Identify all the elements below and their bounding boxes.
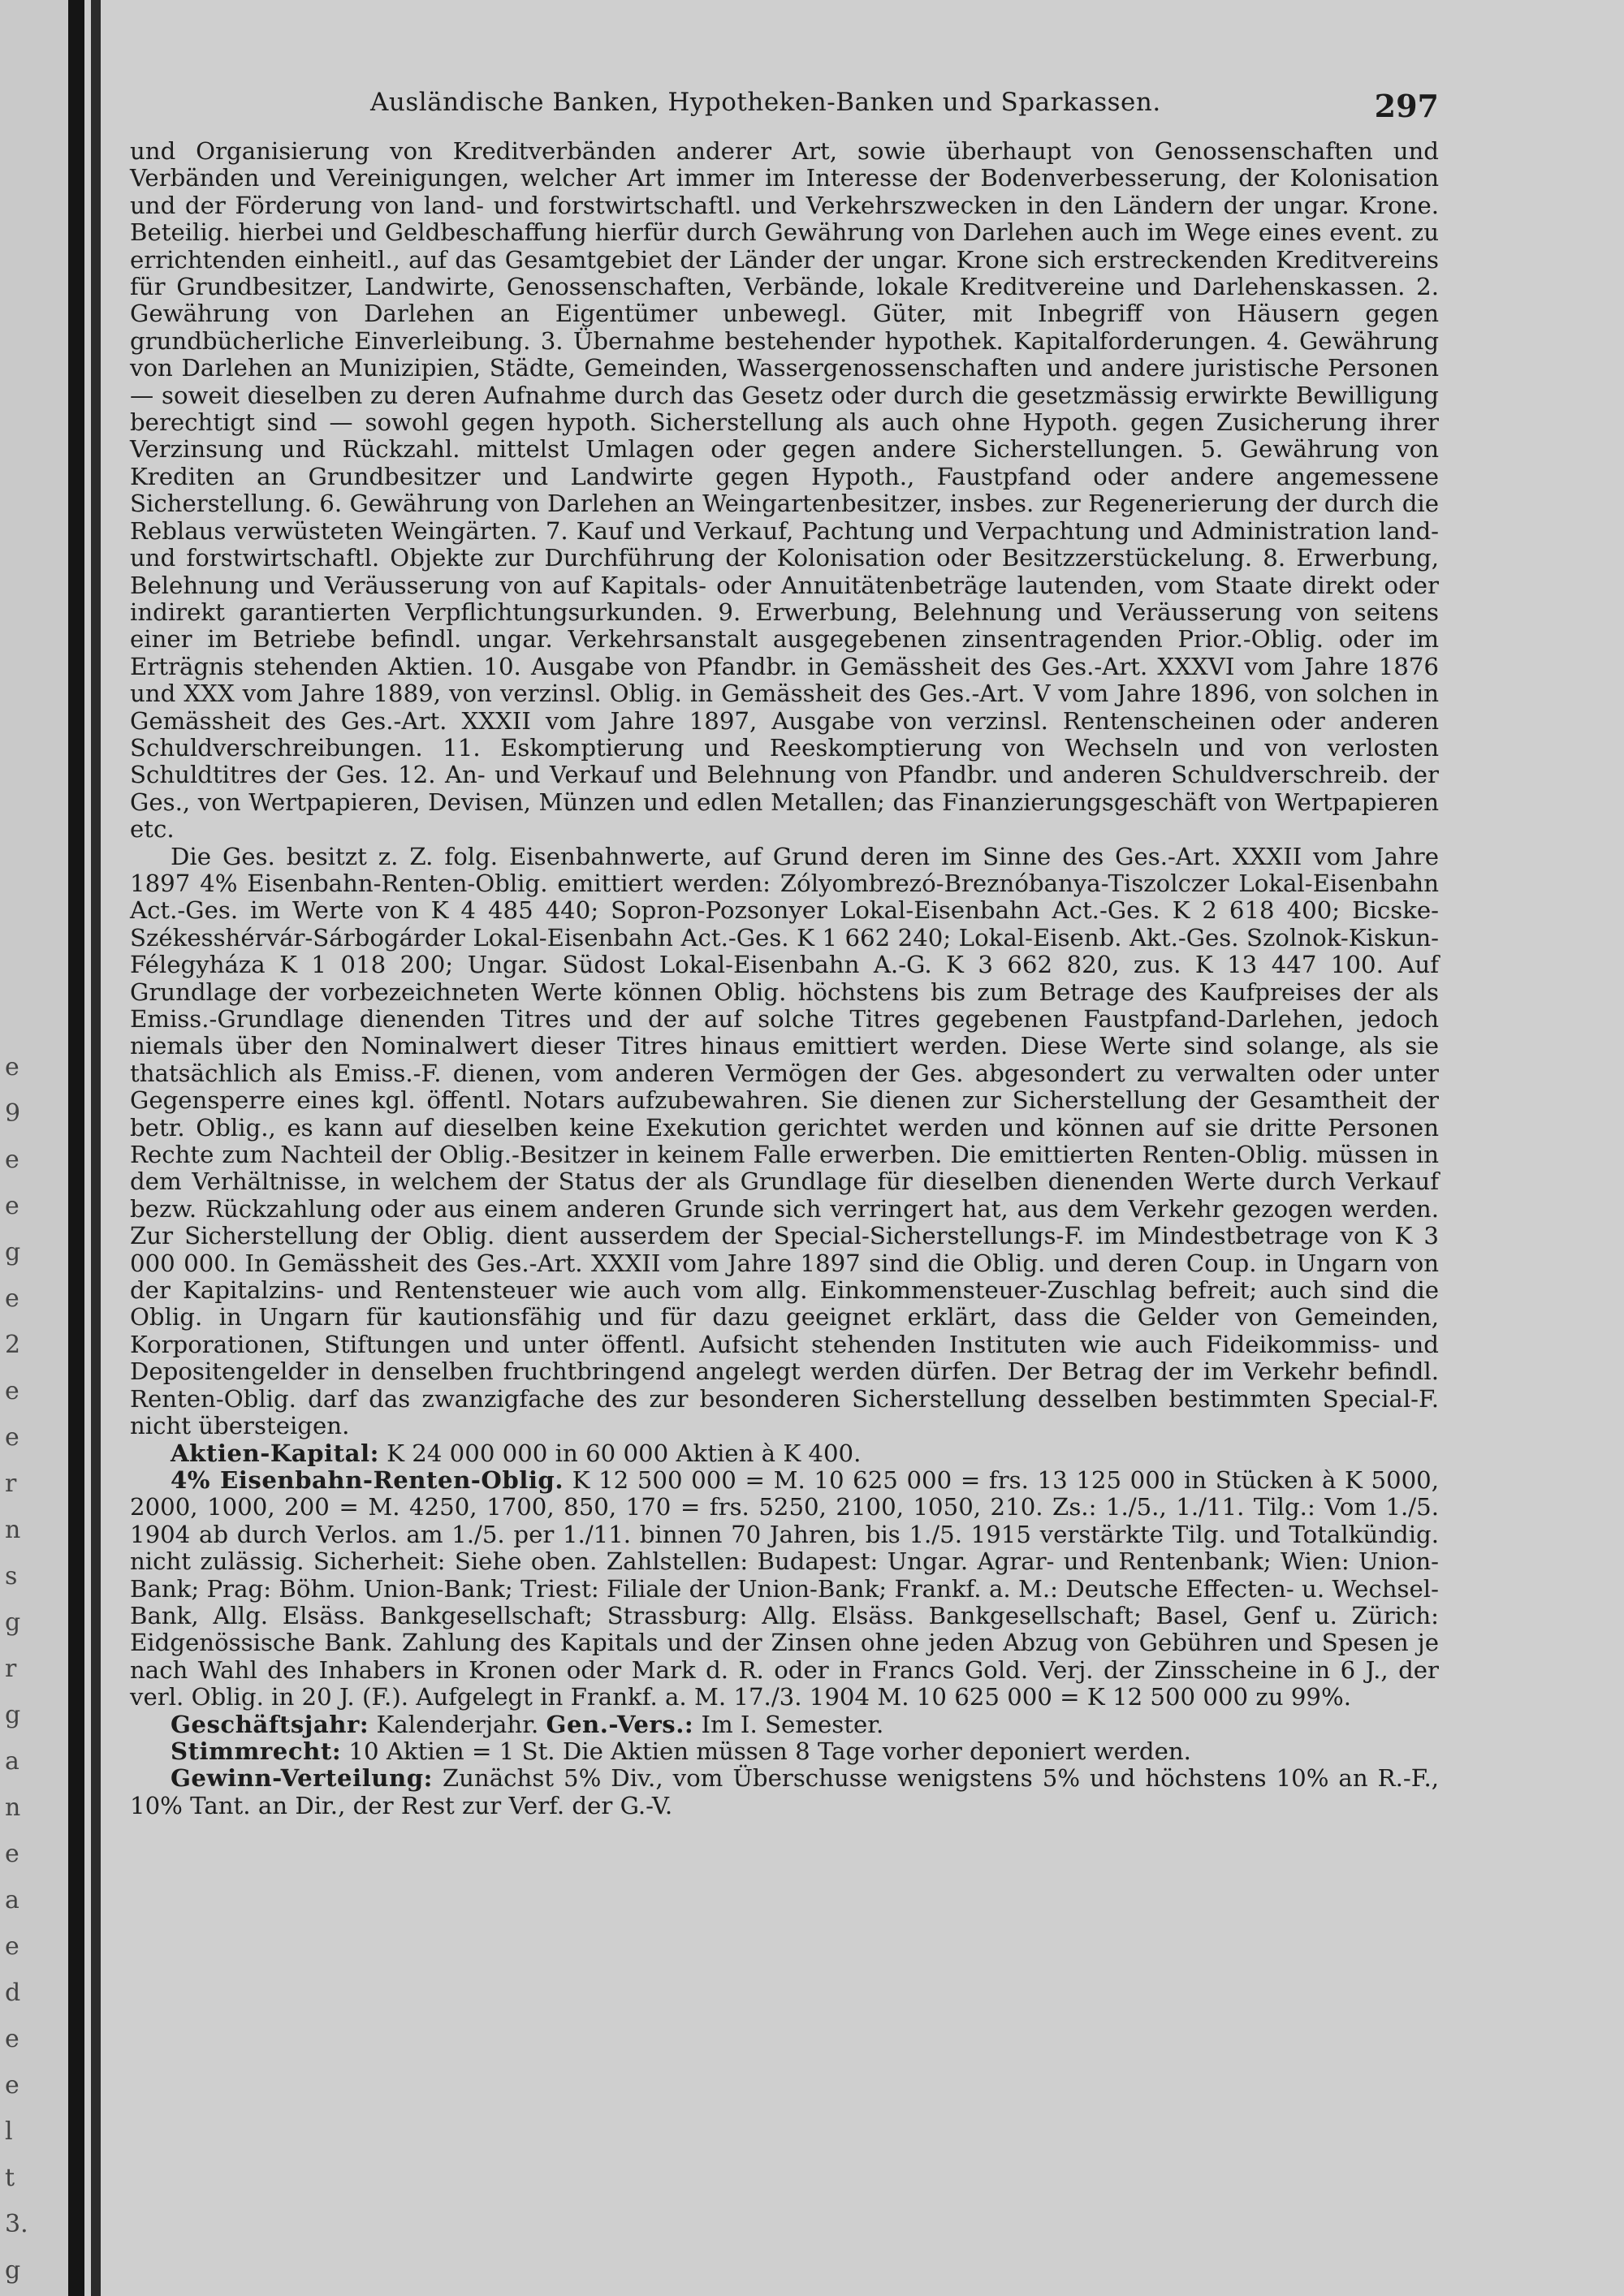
margin-fragment: e xyxy=(5,1377,19,1405)
entry-profit-distribution xyxy=(130,1765,1439,1819)
margin-fragment: t xyxy=(5,2164,15,2192)
margin-fragment: e xyxy=(5,1932,19,1961)
margin-fragment: e xyxy=(5,1840,19,1868)
body-text xyxy=(130,138,1439,1819)
margin-fragment: a xyxy=(5,1886,19,1914)
entry-text: Im I. Semester. xyxy=(701,1710,884,1738)
entry-text: K 24 000 000 in 60 000 Aktien à K 400. xyxy=(387,1439,862,1467)
entry-text: 10 Aktien = 1 St. Die Aktien müssen 8 Tage vorher deponiert werden. xyxy=(348,1737,1191,1765)
margin-fragment: e xyxy=(5,1053,19,1081)
margin-fragment: e xyxy=(5,2025,19,2053)
entry-label: Gewinn-Verteilung: xyxy=(171,1764,433,1793)
margin-fragment: g xyxy=(5,1608,21,1637)
margin-fragment: n xyxy=(5,1516,21,1544)
margin-fragment: e xyxy=(5,1423,19,1452)
entry-label: 4% Eisenbahn-Renten-Oblig. xyxy=(171,1465,564,1494)
margin-fragment: 9 xyxy=(5,1099,21,1128)
margin-fragment: e xyxy=(5,1192,19,1220)
entry-fiscal-year xyxy=(130,1711,1439,1738)
cut-off-margin-text xyxy=(5,0,28,2296)
entry-label: Aktien-Kapital: xyxy=(171,1439,379,1467)
book-page xyxy=(130,81,1439,1819)
margin-fragment: a xyxy=(5,1747,19,1776)
margin-fragment: g xyxy=(5,1701,21,1729)
entry-share-capital xyxy=(130,1440,1439,1467)
entry-voting-rights xyxy=(130,1738,1439,1765)
margin-fragment: e xyxy=(5,1284,19,1313)
binding-shadow-inner xyxy=(91,0,101,2296)
entry-label: Stimmrecht: xyxy=(171,1737,342,1765)
margin-fragment: s xyxy=(5,1562,18,1590)
margin-fragment: e xyxy=(5,2071,19,2100)
margin-fragment: 3. xyxy=(5,2210,28,2238)
margin-fragment: g xyxy=(5,2256,21,2285)
entry-label: Geschäftsjahr: xyxy=(171,1710,369,1738)
margin-fragment: n xyxy=(5,1793,21,1822)
entry-label: Gen.-Vers.: xyxy=(546,1710,694,1738)
margin-fragment: g xyxy=(5,1238,21,1267)
margin-fragment: l xyxy=(5,2117,13,2146)
page-header xyxy=(130,81,1439,138)
paragraph-business-purposes: und Organisierung von Kreditverbänden anderer Art, sowie überhaupt von Genossenschaften und Verbänden und Vereinigungen, welcher Art immer im Interesse der Bodenverbesserung, der Kolonisation und der Förderung von land- und forstwirtschaftl. und Verkehrszwecken in den Ländern der ungar. Krone. Beteilig. hierbei und Geldbeschaffung hierfür durch Gewährung von Darlehen auch im Wege eines event. zu errichtenden einheitl., auf das Gesamtgebiet der Länder der ungar. Krone sich erstreckenden Kreditvereins für Grundbesitzer, Landwirte, Genossenschaften, Verbände, lokale Kreditvereine und Darlehenskassen. 2. Gewährung von Darlehen an Eigentümer unbewegl. Güter, mit Inbegriff von Häusern gegen grundbücherliche Einverleibung. 3. Übernahme bestehender hypothek. Kapitalforderungen. 4. Gewährung von Darlehen an Munizipien, Städte, Gemeinden, Wassergenossenschaften und andere juristische Personen — soweit dieselben zu deren Aufnahme durch das Gesetz oder durch die gesetzmässig erwirkte Bewilligung berechtigt sind — sowohl gegen hypoth. Sicherstellung als auch ohne Hypoth. gegen Zusicherung ihrer Verzinsung und Rückzahl. mittelst Umlagen oder gegen andere Sicherstellungen. 5. Gewährung von Krediten an Grundbesitzer und Landwirte gegen Hypoth., Faustpfand oder andere angemessene Sicherstellung. 6. Gewährung von Darlehen an Weingartenbesitzer, insbes. zur Regenerierung der durch die Reblaus verwüsteten Weingärten. 7. Kauf und Verkauf, Pachtung und Verpachtung und Administration land- und forstwirtschaftl. Objekte zur Durchführung der Kolonisation oder Besitzzerstückelung. 8. Erwerbung, Belehnung und Veräusserung von auf Kapitals- oder Annuitätenbeträge lautenden, vom Staate direkt oder indirekt garantierten Verpflichtungsurkunden. 9. Erwerbung, Belehnung und Veräusserung von seitens einer im Betriebe befindl. ungar. Verkehrsanstalt ausgegebenen zinsentragenden Prior.-Oblig. oder im Erträgnis stehenden Aktien. 10. Ausgabe von Pfandbr. in Gemässheit des Ges.-Art. XXXVI vom Jahre 1876 und XXX vom Jahre 1889, von verzinsl. Oblig. in Gemässheit des Ges.-Art. V vom Jahre 1896, von solchen in Gemässheit des Ges.-Art. XXXII vom Jahre 1897, Ausgabe von verzinsl. Rentenscheinen oder anderen Schuldverschreibungen. 11. Eskomptierung und Reeskomptierung von Wechseln und von verlosten Schuldtitres der Ges. 12. An- und Verkauf und Belehnung von Pfandbr. und anderen Schuldverschreib. der Ges., von Wertpapieren, Devisen, Münzen und edlen Metallen; das Finanzierungsgeschäft von Wertpapieren etc. xyxy=(130,137,1439,844)
entry-text: Kalenderjahr. xyxy=(376,1710,539,1738)
margin-fragment: 2 xyxy=(5,1331,21,1359)
paragraph-railway-securities: Die Ges. besitzt z. Z. folg. Eisenbahnwerte, auf Grund deren im Sinne des Ges.-Art. XXXII vom Jahre 1897 4% Eisenbahn-Renten-Oblig. emittiert werden: Zólyombrezó-Breznóbanya-Tiszolczer Lokal-Eisenbahn Act.-Ges. im Werte von K 4 485 440; Sopron-Pozsonyer Lokal-Eisenbahn Act.-Ges. K 2 618 400; Bicske-Székesshérvár-Sárbogárder Lokal-Eisenbahn Act.-Ges. K 1 662 240; Lokal-Eisenb. Akt.-Ges. Szolnok-Kiskun-Félegyháza K 1 018 200; Ungar. Südost Lokal-Eisenbahn A.-G. K 3 662 820, zus. K 13 447 100. Auf Grundlage der vorbezeichneten Werte können Oblig. höchstens bis zum Betrage des Kaufpreises der als Emiss.-Grundlage dienenden Titres und der auf solche Titres gegebenen Faustpfand-Darlehen, jedoch niemals über den Nominalwert dieser Titres hinaus emittiert werden. Diese Werte sind solange, als sie thatsächlich als Emiss.-F. dienen, vom anderen Vermögen der Ges. abgesondert zu verwalten oder unter Gegensperre eines kgl. öffentl. Notars aufzubewahren. Sie dienen zur Sicherstellung der Gesamtheit der betr. Oblig., es kann auf dieselben keine Exekution gerichtet werden und können auf sie dritte Personen Rechte zum Nachteil der Oblig.-Besitzer in keinem Falle erwerben. Die emittierten Renten-Oblig. müssen in dem Verhältnisse, in welchem der Status der als Grundlage für dieselben dienenden Werte durch Verkauf bezw. Rückzahlung oder aus einem anderen Grunde sich verringert hat, aus dem Verkehr gezogen werden. Zur Sicherstellung der Oblig. dient ausserdem der Special-Sicherstellungs-F. im Mindestbetrage von K 3 000 000. In Gemässheit des Ges.-Art. XXXII vom Jahre 1897 sind die Oblig. und deren Coup. in Ungarn von der Kapitalzins- und Rentensteuer wie auch vom allg. Einkommensteuer-Zuschlag befreit; auch sind die Oblig. in Ungarn für kautionsfähig und für dazu geeignet erklärt, dass die Gelder von Gemeinden, Korporationen, Stiftungen und unter öffentl. Aufsicht stehenden Instituten wie auch Fideikommiss- und Depositengelder in denselben fruchtbringend angelegt werden dürfen. Der Betrag der im Verkehr befindl. Renten-Oblig. darf das zwanzigfache des zur besonderen Sicherstellung desselben bestimmten Special-F. nicht übersteigen. xyxy=(130,842,1439,1440)
margin-fragment: r xyxy=(5,1470,17,1498)
entry-text: Zunächst 5% Div., vom Überschusse wenigstens 5% und höchstens 10% an R.-F., 10% Tant. an Dir., der Rest zur Verf. der G.-V. xyxy=(130,1764,1439,1819)
margin-fragment: e xyxy=(5,1146,19,1174)
margin-fragment: r xyxy=(5,1655,17,1683)
entry-railway-bonds xyxy=(130,1467,1439,1711)
binding-shadow xyxy=(68,0,84,2296)
page-number: 297 xyxy=(1374,88,1439,124)
entry-text: K 12 500 000 = M. 10 625 000 = frs. 13 125 000 in Stücken à K 5000, 2000, 1000, 200 = M. 4250, 1700, 850, 170 = frs. 5250, 2100, 1050, 210. Zs.: 1./5., 1./11. Tilg.: Vom 1./5. 1904 ab durch Verlos. am 1./5. per 1./11. binnen 70 Jahren, bis 1./5. 1915 verstärkte Tilg. und Totalkündig. nicht zulässig. Sicherheit: Siehe oben. Zahlstellen: Budapest: Ungar. Agrar- und Rentenbank; Wien: Union-Bank; Prag: Böhm. Union-Bank; Triest: Filiale der Union-Bank; Frankf. a. M.: Deutsche Effecten- u. Wechsel-Bank, Allg. Elsäss. Bankgesellschaft; Strassburg: Allg. Elsäss. Bankgesellschaft; Basel, Genf u. Zürich: Eidgenössische Bank. Zahlung des Kapitals und der Zinsen ohne jeden Abzug von Gebühren und Spesen je nach Wahl des Inhabers in Kronen oder Mark d. R. oder in Francs Gold. Verj. der Zinsscheine in 6 J., der verl. Oblig. in 20 J. (F.). Aufgelegt in Frankf. a. M. 17./3. 1904 M. 10 625 000 = K 12 500 000 zu 99%. xyxy=(130,1465,1439,1711)
running-title: Ausländische Banken, Hypotheken-Banken und Sparkassen. xyxy=(370,88,1161,117)
margin-fragment: d xyxy=(5,1979,21,2007)
